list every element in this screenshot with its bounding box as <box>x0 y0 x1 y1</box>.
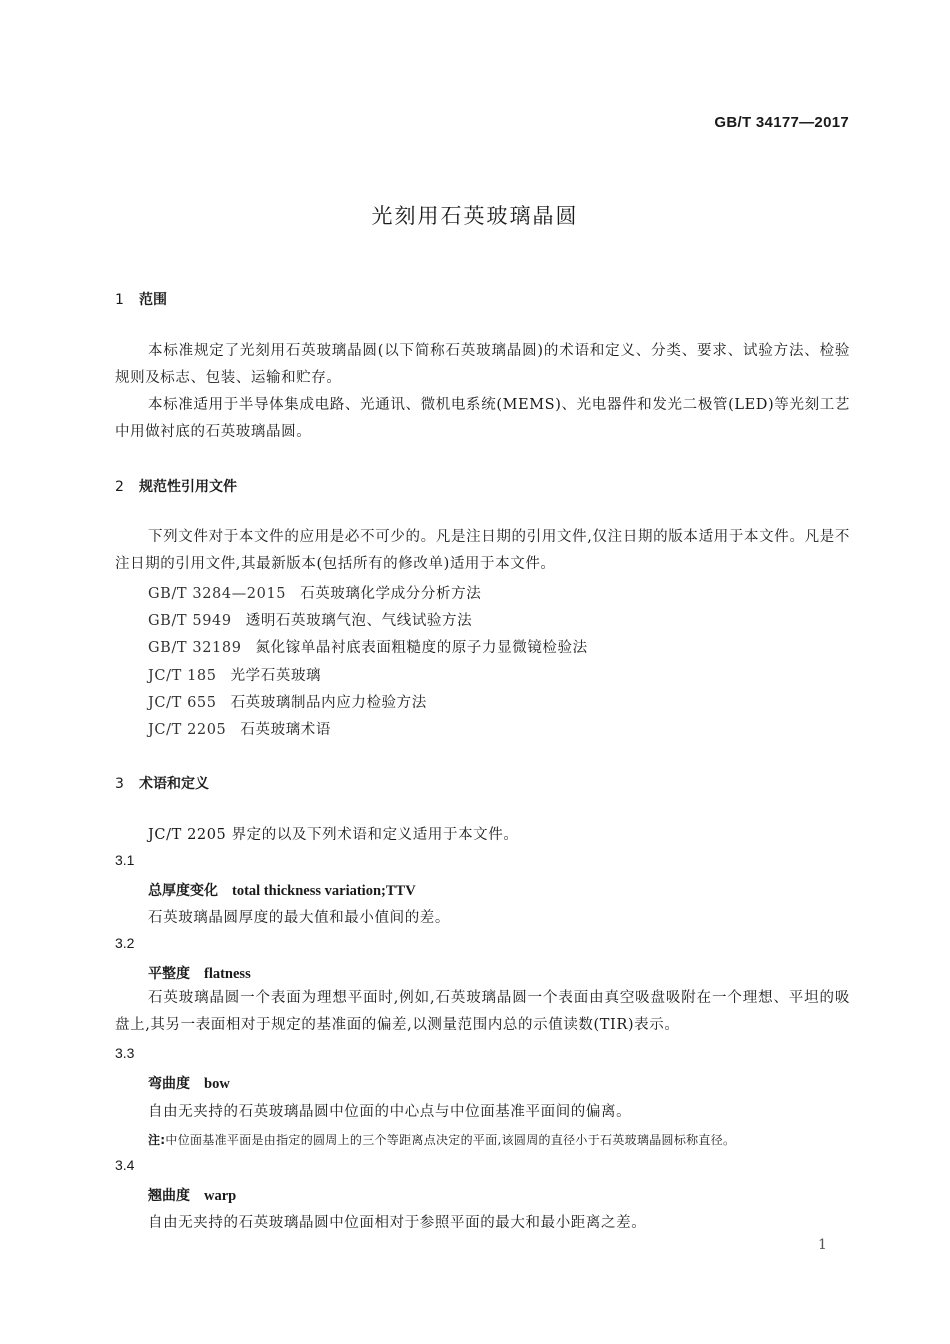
term-number: 3.4 <box>115 1157 135 1173</box>
reference-item <box>148 718 331 739</box>
reference-code: GB/T 3284—2015 <box>148 586 287 602</box>
term-definition: 自由无夹持的石英玻璃晶圆中位面相对于参照平面的最大和最小距离之差。 <box>148 1215 647 1231</box>
note-label: 注: <box>148 1133 166 1147</box>
term-heading <box>148 880 416 900</box>
reference-title: 光学石英玻璃 <box>230 668 322 684</box>
reference-title: 石英玻璃制品内应力检验方法 <box>230 695 427 711</box>
term-definition: 自由无夹持的石英玻璃晶圆中位面的中心点与中位面基准平面间的偏离。 <box>148 1104 632 1120</box>
term-en: bow <box>204 1076 230 1092</box>
term-zh: 平整度 <box>148 966 190 982</box>
term-note <box>148 1131 735 1148</box>
document-title: 光刻用石英玻璃晶圆 <box>371 204 579 228</box>
section-1-heading <box>115 289 167 309</box>
section-title: 规范性引用文件 <box>139 479 237 495</box>
section-1-paragraph-1: 本标准规定了光刻用石英玻璃晶圆(以下简称石英玻璃晶圆)的术语和定义、分类、要求、试验方法、检验规则及标志、包装、运输和贮存。 <box>115 343 850 386</box>
standard-code: GB/T 34177—2017 <box>714 114 849 131</box>
section-title: 术语和定义 <box>139 776 209 792</box>
reference-item <box>148 636 588 657</box>
term-en: warp <box>204 1188 237 1204</box>
term-heading <box>148 1185 236 1205</box>
reference-code: GB/T 32189 <box>148 640 242 656</box>
term-definition: 石英玻璃晶圆厚度的最大值和最小值间的差。 <box>148 910 450 926</box>
section-number: 1 <box>115 292 124 308</box>
reference-item <box>148 582 481 603</box>
reference-code: GB/T 5949 <box>148 613 232 629</box>
section-2-heading <box>115 476 237 496</box>
term-heading <box>148 963 251 983</box>
section-2-paragraph-1: 下列文件对于本文件的应用是必不可少的。凡是注日期的引用文件,仅注日期的版本适用于本文件。凡是不注日期的引用文件,其最新版本(包括所有的修改单)适用于本文件。 <box>115 529 850 572</box>
section-3-heading <box>115 773 209 793</box>
section-number: 3 <box>115 776 124 792</box>
term-zh: 总厚度变化 <box>148 883 218 899</box>
term-zh: 弯曲度 <box>148 1076 190 1092</box>
term-en: flatness <box>204 966 251 982</box>
reference-code: JC/T 185 <box>148 668 217 684</box>
section-3-intro: JC/T 2205 界定的以及下列术语和定义适用于本文件。 <box>148 827 519 843</box>
reference-title: 透明石英玻璃气泡、气线试验方法 <box>245 613 473 629</box>
term-number: 3.3 <box>115 1045 135 1061</box>
section-title: 范围 <box>139 292 167 308</box>
reference-code: JC/T 2205 <box>148 722 227 738</box>
section-number: 2 <box>115 479 124 495</box>
term-number: 3.1 <box>115 852 135 868</box>
note-text: 中位面基准平面是由指定的圆周上的三个等距离点决定的平面,该圆周的直径小于石英玻璃晶圆标称直径。 <box>165 1133 736 1147</box>
page-number: 1 <box>818 1237 827 1253</box>
reference-title: 石英玻璃术语 <box>240 722 331 738</box>
term-heading <box>148 1073 230 1093</box>
section-1-paragraph-2: 本标准适用于半导体集成电路、光通讯、微机电系统(MEMS)、光电器件和发光二极管(LED)等光刻工艺中用做衬底的石英玻璃晶圆。 <box>115 397 850 440</box>
term-number: 3.2 <box>115 935 135 951</box>
reference-item <box>148 691 427 712</box>
reference-code: JC/T 655 <box>148 695 217 711</box>
reference-title: 氮化镓单晶衬底表面粗糙度的原子力显微镜检验法 <box>255 640 588 656</box>
term-en: total thickness variation;TTV <box>232 883 416 899</box>
reference-item <box>148 664 321 685</box>
term-definition: 石英玻璃晶圆一个表面为理想平面时,例如,石英玻璃晶圆一个表面由真空吸盘吸附在一个理想、平坦的吸盘上,其另一表面相对于规定的基准面的偏差,以测量范围内总的示值读数(TIR)表示。 <box>115 990 850 1033</box>
term-zh: 翘曲度 <box>148 1188 190 1204</box>
reference-item <box>148 609 472 630</box>
reference-title: 石英玻璃化学成分分析方法 <box>300 586 482 602</box>
